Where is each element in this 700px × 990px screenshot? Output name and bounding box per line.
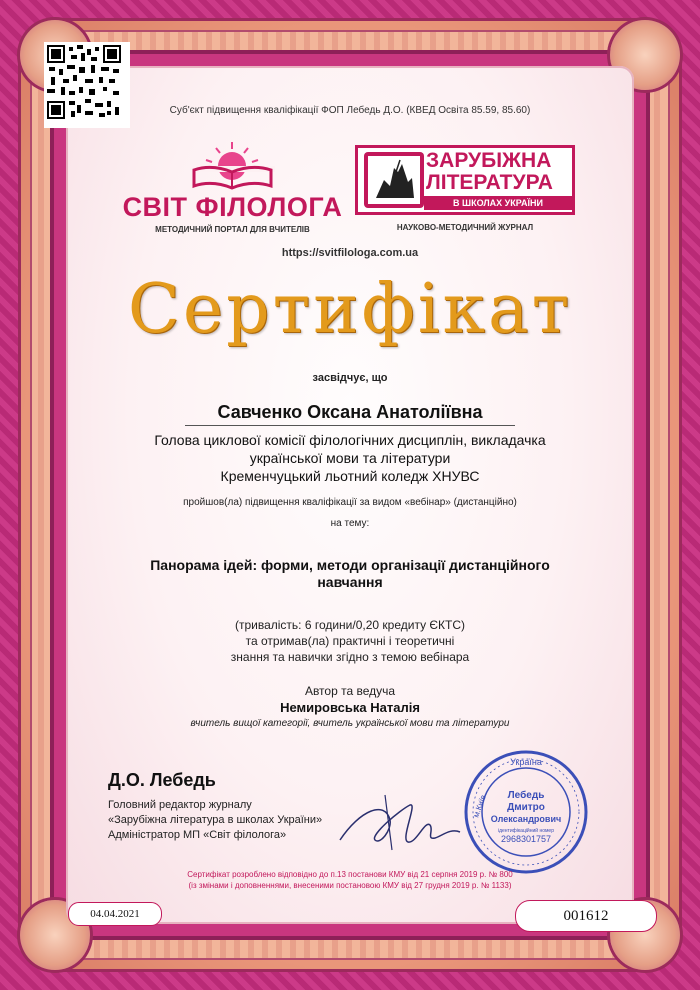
- duration-line1: (тривалість: 6 години/0,20 кредиту ЄКТС): [234, 618, 466, 632]
- official-seal-icon: [462, 748, 590, 876]
- author-name: Немировська Наталія: [280, 700, 420, 715]
- signatory-roles: [108, 798, 322, 843]
- journal-tagline: НАУКОВО-МЕТОДИЧНИЙ ЖУРНАЛ: [396, 223, 534, 232]
- author-label: Автор та ведуча: [304, 684, 396, 698]
- recipient-details: [110, 431, 590, 485]
- seal-name2: Дмитро: [507, 802, 545, 813]
- signatory-role1: Головний редактор журналу: [108, 799, 252, 811]
- recipient-name: Савченко Оксана Анатоліївна: [185, 402, 515, 426]
- journal-logo[interactable]: [355, 145, 575, 240]
- certifies-text: засвідчує, що: [312, 372, 388, 384]
- journal-logo-box: [355, 145, 575, 215]
- recipient-organization: Кременчуцький льотний коледж ХНУВС: [220, 468, 480, 484]
- website-link[interactable]: https://svitfilologa.com.ua: [281, 247, 419, 259]
- journal-title-line1: ЗАРУБІЖНА: [426, 149, 552, 172]
- webinar-topic: Панорама ідей: форми, методи організації дистанційного навчання: [150, 557, 550, 590]
- seal-name3: Олександрович: [490, 814, 562, 824]
- svit-filologa-tagline: МЕТОДИЧНИЙ ПОРТАЛ ДЛЯ ВЧИТЕЛІВ: [155, 225, 310, 234]
- signatory-role2: «Зарубіжна література в школах України»: [108, 814, 323, 826]
- journal-title-line2: ЛІТЕРАТУРА: [426, 171, 553, 194]
- signatory-name: Д.О. Лебедь: [108, 770, 216, 790]
- svit-filologa-logo[interactable]: [120, 140, 345, 240]
- duration-line3: знання та навички згідно з темою вебінара: [230, 650, 470, 664]
- seal-id-number: 2968301757: [500, 834, 552, 844]
- signatory-role3: Адміністратор МП «Світ філолога»: [108, 829, 287, 841]
- duration-block: [100, 617, 600, 665]
- certificate-number: 001612: [515, 900, 657, 932]
- seal-id-label: ідентифікаційний номер: [497, 828, 555, 834]
- certificate-title: Сертифікат: [127, 270, 573, 349]
- book-sun-icon: [190, 140, 275, 192]
- recipient-position-line2: української мови та літератури: [249, 450, 451, 466]
- svit-filologa-brand: СВІТ ФІЛОЛОГА: [122, 192, 343, 222]
- signature-icon: [330, 790, 470, 860]
- duration-line2: та отримав(ла) практичні і теоретичні: [245, 634, 455, 648]
- topic-label: на тему:: [330, 518, 370, 529]
- legal-line1: Сертифікат розроблено відповідно до п.13 постанови КМУ від 21 серпня 2019 р. № 800: [187, 870, 513, 879]
- don-quixote-icon: [364, 152, 424, 208]
- seal-top-text: Україна: [510, 757, 542, 767]
- legal-notice: [100, 869, 600, 891]
- author-role: вчитель вищої категорії, вчитель української мови та літератури: [190, 718, 510, 729]
- issue-date: 04.04.2021: [68, 902, 162, 926]
- seal-name1: Лебедь: [507, 790, 545, 801]
- provider-subject-line: Суб'єкт підвищення кваліфікації ФОП Лебедь Д.О. (КВЕД Освіта 85.59, 85.60): [169, 105, 531, 116]
- recipient-position-line1: Голова циклової комісії філологічних дисциплін, викладачка: [154, 432, 546, 448]
- training-type: пройшов(ла) підвищення кваліфікації за видом «вебінар» (дистанційно): [183, 497, 517, 508]
- journal-title-line3: В ШКОЛАХ УКРАЇНИ: [424, 196, 572, 210]
- seal-city-text: м.Київ: [471, 793, 488, 819]
- legal-line2: (із змінами і доповненнями, внесеними постановою КМУ від 27 грудня 2019 р. № 1133): [188, 881, 512, 890]
